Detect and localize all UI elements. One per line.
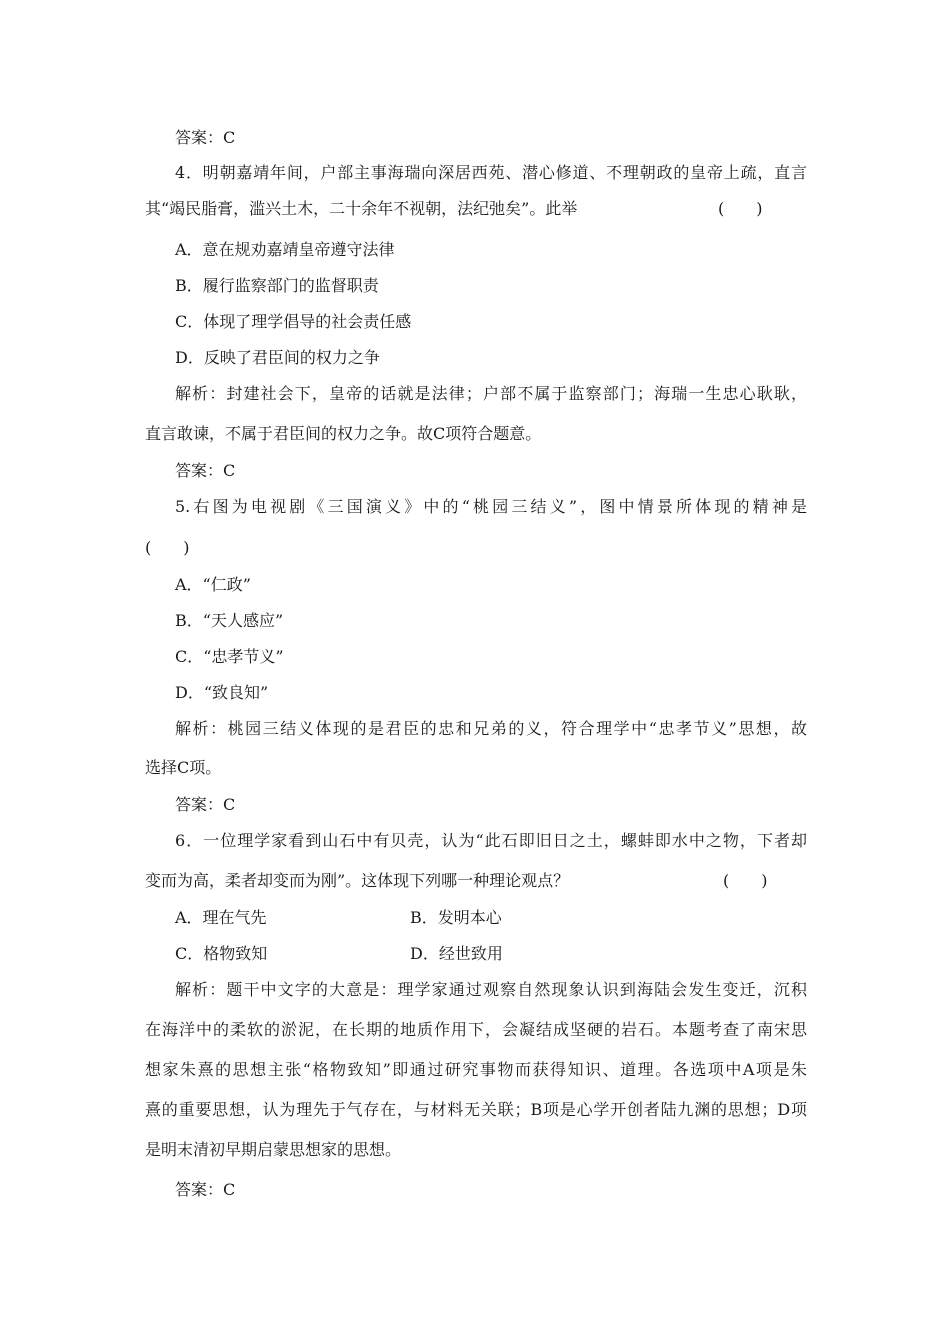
question-5-answer-blank: ( ): [145, 538, 190, 557]
question-4-option-d: D．反映了君臣间的权力之争: [175, 348, 380, 367]
question-5-analysis-line1: 解析：桃园三结义体现的是君臣的忠和兄弟的义，符合理学中“忠孝节义”思想，故: [175, 719, 807, 738]
question-6-option-a: A．理在气先: [175, 908, 267, 927]
question-6-analysis-line5: 是明末清初早期启蒙思想家的思想。: [145, 1140, 402, 1159]
question-5-option-a: A．“仁政”: [175, 575, 251, 594]
answer-3: 答案：C: [175, 128, 236, 147]
question-4-option-c: C．体现了理学倡导的社会责任感: [175, 312, 412, 331]
question-5-option-d: D．“致良知”: [175, 683, 269, 702]
question-6-analysis-line1: 解析：题干中文字的大意是：理学家通过观察自然现象认识到海陆会发生变迁，沉积: [175, 980, 807, 999]
question-6-analysis-line4: 熹的重要思想，认为理先于气存在，与材料无关联；B项是心学开创者陆九渊的思想；D项: [145, 1100, 807, 1119]
question-4-analysis-line2: 直言敢谏，不属于君臣间的权力之争。故C项符合题意。: [145, 424, 542, 443]
question-4-option-b: B．履行监察部门的监督职责: [175, 276, 379, 295]
question-6-answer-blank: ( ): [723, 871, 768, 890]
question-6-option-d: D．经世致用: [410, 944, 503, 963]
question-4-answer-blank: ( ): [718, 199, 763, 218]
question-5-analysis-line2: 选择C项。: [145, 758, 222, 777]
question-4-analysis-line1: 解析：封建社会下，皇帝的话就是法律；户部不属于监察部门；海瑞一生忠心耿耿，: [175, 384, 807, 403]
question-6-analysis-line2: 在海洋中的柔软的淤泥，在长期的地质作用下，会凝结成坚硬的岩石。本题考查了南宋思: [145, 1020, 807, 1039]
question-5-answer: 答案：C: [175, 795, 236, 814]
question-6-option-c: C．格物致知: [175, 944, 268, 963]
question-4-answer: 答案：C: [175, 461, 236, 480]
question-4-line2: 其“竭民脂膏，滥兴土木，二十余年不视朝，法纪弛矣”。此举: [145, 199, 578, 218]
question-5-option-c: C．“忠孝节义”: [175, 647, 284, 666]
question-4-line1: 4．明朝嘉靖年间，户部主事海瑞向深居西苑、潜心修道、不理朝政的皇帝上疏，直言: [175, 163, 807, 182]
question-6-line1: 6．一位理学家看到山石中有贝壳，认为“此石即旧日之土，螺蚌即水中之物，下者却: [175, 831, 807, 850]
question-6-answer: 答案：C: [175, 1180, 236, 1199]
question-6-analysis-line3: 想家朱熹的思想主张“格物致知”即通过研究事物而获得知识、道理。各选项中A项是朱: [145, 1060, 807, 1079]
question-6-option-b: B．发明本心: [410, 908, 502, 927]
question-5-option-b: B．“天人感应”: [175, 611, 284, 630]
question-6-line2: 变而为高，柔者却变而为刚”。这体现下列哪一种理论观点？: [145, 871, 570, 890]
question-4-option-a: A．意在规劝嘉靖皇帝遵守法律: [175, 240, 395, 259]
question-5-line1: 5.右图为电视剧《三国演义》中的“桃园三结义”，图中情景所体现的精神是: [175, 497, 807, 516]
